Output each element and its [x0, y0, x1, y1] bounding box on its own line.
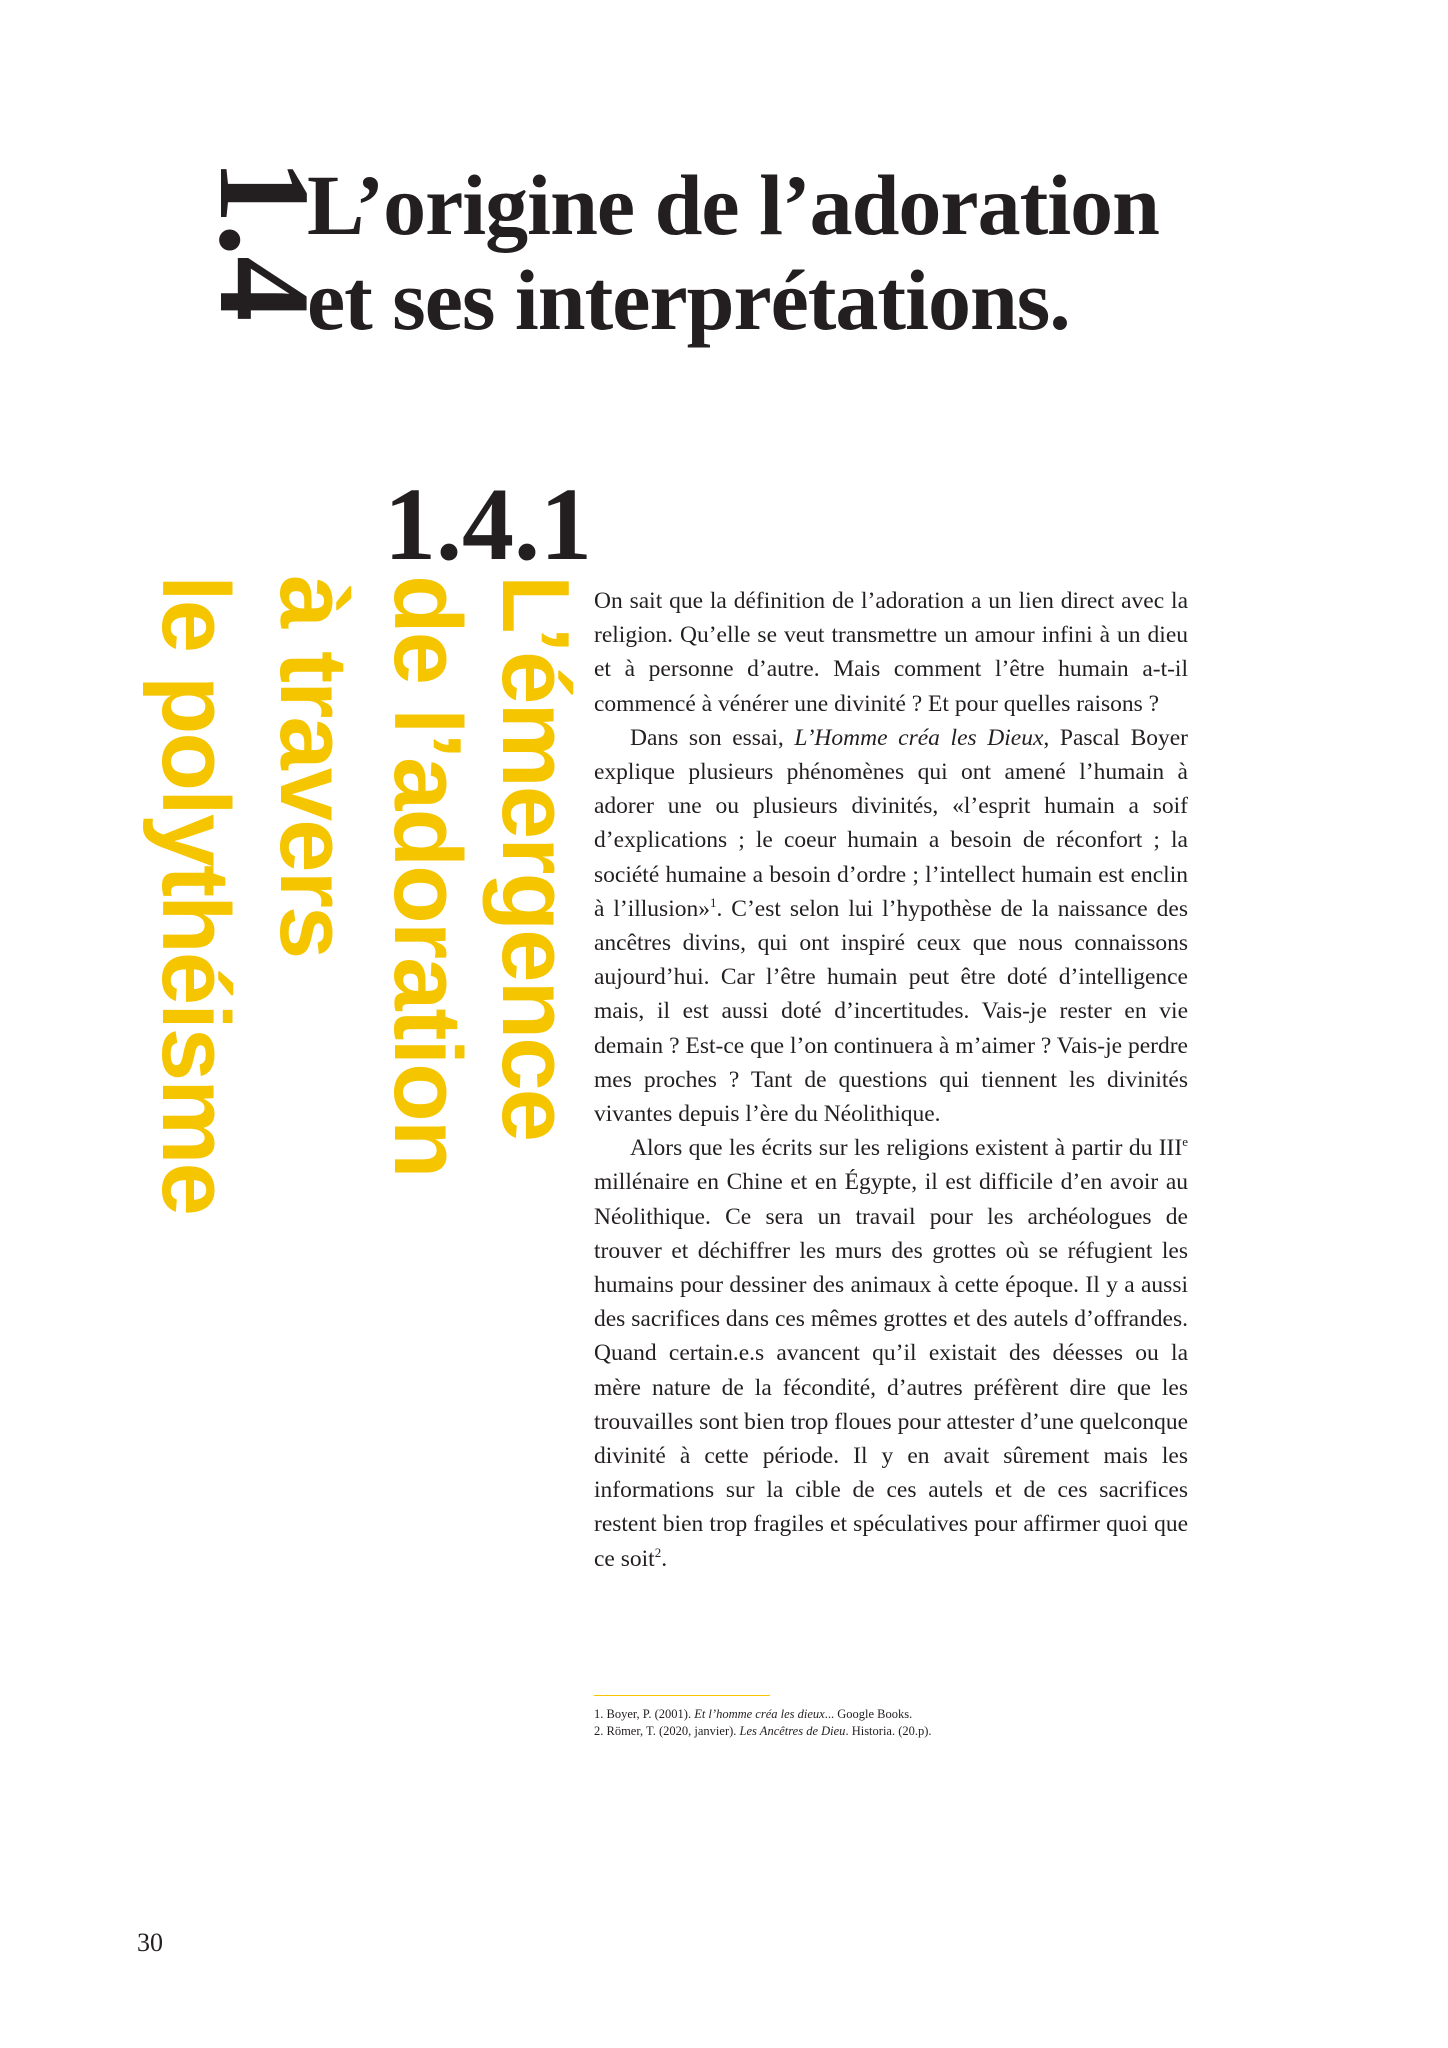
- page-number: 30: [137, 1928, 163, 1957]
- chapter-title-line: L’origine de l’adoration: [307, 157, 1159, 253]
- text-run: , Pascal Boyer explique plusieurs phénomènes qui ont amené l’humain à adorer une ou plusieurs divinités, «l’esprit humain a soif d’explications ; le coeur humain a besoin de réconfort ; la société humaine a besoin d’ordre ; l’intellect humain est enclin à l’illusion»: [594, 724, 1189, 922]
- paragraph: On sait que la définition de l’adoration a un lien direct avec la religion. Qu’elle se veut transmettre un amour infini à un dieu et à personne d’autre. Mais comment l’être humain a-t-il commencé à vénérer une divinité ? Et pour quelles raisons ?: [594, 588, 1188, 717]
- text-run: . C’est selon lui l’hypothèse de la naissance des ancêtres divins, qui ont inspiré ceux que nous connaissons aujourd’hui. Car l’être humain peut être doté d’intelligence mais, il est aussi doté d’incertitudes. Vais-je rester en vie demain ? Est-ce que l’on continuera à m’aimer ? Vais-je perdre mes proches ? Tant de questions qui tiennent les divinités vivantes depuis l’ère du Néolithique.: [594, 895, 1188, 1128]
- text-run: .: [661, 1545, 668, 1572]
- chapter-title-line: et ses interprétations.: [307, 252, 1070, 348]
- footnote-text: 1. Boyer, P. (2001).: [594, 1707, 695, 1721]
- section-title-line: à travers: [260, 575, 367, 958]
- section-title-line: L’émergence: [482, 575, 589, 1140]
- text-run: Alors que les écrits sur les religions existent à partir du III: [630, 1135, 1183, 1162]
- footnote: [594, 1723, 1194, 1740]
- body-text: [594, 584, 1188, 1576]
- section-title-line: de l’adoration: [374, 575, 481, 1177]
- footnote: [594, 1706, 1194, 1723]
- footnote-title: Les Ancêtres de Dieu: [739, 1724, 846, 1738]
- paragraph: [594, 721, 1188, 1131]
- paragraph: [594, 1131, 1188, 1576]
- text-run: millénaire en Chine et en Égypte, il est difficile d’en avoir au Néolithique. Ce sera un travail pour les archéologues de trouver et déchiffrer les murs des grottes où se réfugient les humains pour dessiner des animaux à cette époque. Il y a aussi des sacrifices dans ces mêmes grottes et des autels d’offrandes. Quand certain.e.s avancent qu’il existait des déesses ou la mère nature de la fécondité, d’autres préfèrent dire que les trouvailles sont bien trop floues pour attester d’une quelconque divinité à cette période. Il y en avait sûrement mais les informations sur la cible de ces autels et de ces sacrifices restent bien trop fragiles et spéculatives pour affirmer quoi que ce soit: [594, 1169, 1188, 1572]
- footnote-divider: [594, 1695, 770, 1696]
- section-title-line: le polythéisme: [142, 575, 249, 1214]
- footnote-ref[interactable]: 1: [709, 895, 717, 910]
- superscript: e: [1182, 1134, 1188, 1150]
- text-run: Dans son essai,: [630, 724, 795, 751]
- footnote-title: Et l’homme créa les dieux: [694, 1707, 825, 1721]
- footnote-text: 2. Römer, T. (2020, janvier).: [594, 1724, 740, 1738]
- footnotes: [594, 1706, 1194, 1740]
- chapter-title: [307, 158, 1307, 348]
- book-title: L’Homme créa les Dieux: [794, 724, 1044, 751]
- footnote-text: ... Google Books.: [824, 1707, 913, 1721]
- section-number: 1.4.1: [384, 467, 592, 582]
- footnote-ref[interactable]: 2: [654, 1544, 662, 1560]
- chapter-number: 1.4: [192, 158, 336, 322]
- footnote-text: . Historia. (20.p).: [845, 1724, 932, 1738]
